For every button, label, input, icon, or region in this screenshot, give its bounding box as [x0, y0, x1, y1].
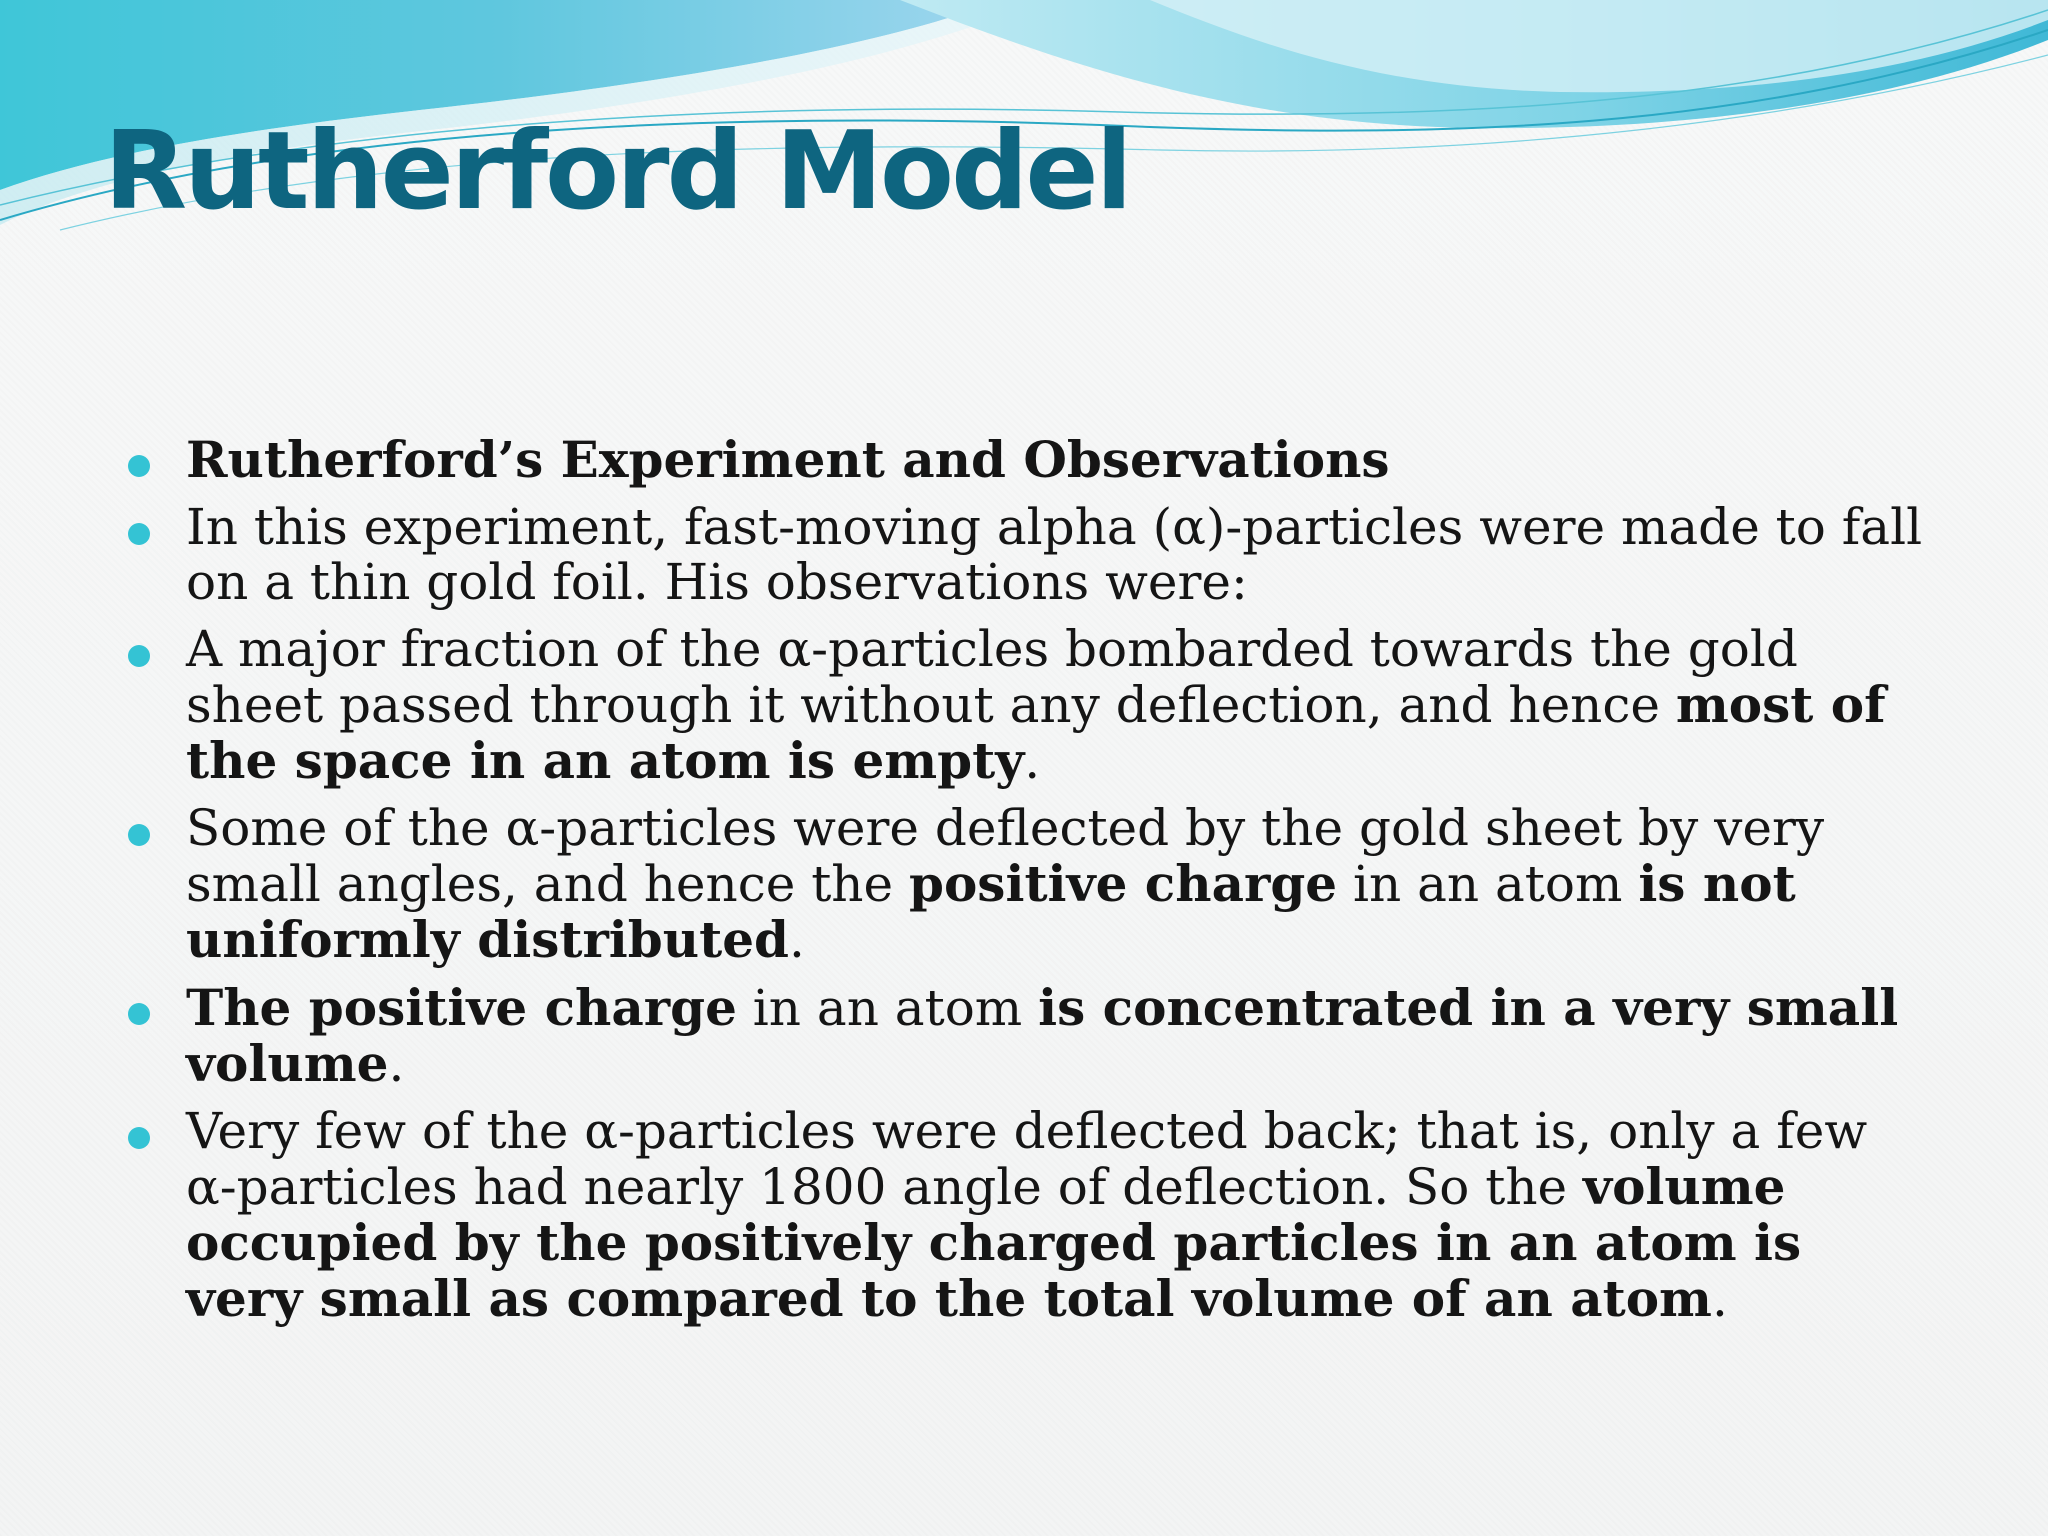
bullet-text: Very few of the α-particles were deflected back; that is, only a few α-particles had nearly 1800 angle of deflection. So the [186, 1102, 1868, 1216]
bullet-end: . [388, 1035, 405, 1093]
bullet-end: . [1024, 732, 1041, 790]
list-item [128, 1104, 1928, 1327]
list-item [128, 980, 1928, 1092]
bullet-emphasis: The positive charge [186, 978, 737, 1037]
bullet-dot-icon [128, 523, 150, 545]
bullet-heading: Rutherford’s Experiment and Observations [186, 430, 1390, 489]
list-item [128, 622, 1928, 789]
bullet-emphasis: most of the space in an atom is empty [186, 675, 1886, 790]
bullet-text: A major fraction of the α-particles bombarded towards the gold sheet passed through it without any deflection, and hence [186, 620, 1798, 734]
bullet-text: in an atom [1337, 855, 1639, 913]
bullet-end: . [1711, 1270, 1728, 1328]
bullet-emphasis: is concentrated in a very small volume [186, 978, 1899, 1093]
bullet-dot-icon [128, 455, 150, 477]
bullet-text: In this experiment, fast-moving alpha (α)-particles were made to fall on a thin gold foil. His observations were: [186, 498, 1923, 611]
slide-title: Rutherford Model [104, 109, 1130, 234]
bullet-dot-icon [128, 1003, 150, 1025]
bullet-dot-icon [128, 824, 150, 846]
list-item [128, 801, 1928, 968]
bullet-emphasis: positive charge [908, 854, 1338, 913]
bullet-text: in an atom [736, 979, 1039, 1037]
list-item [128, 432, 1928, 488]
bullet-emphasis: is not uniformly distributed [186, 854, 1796, 969]
bullet-end: . [788, 911, 805, 969]
bullet-emphasis: volume occupied by the positively charged particles in an atom is very small as compared to the total volume of an atom [186, 1157, 1802, 1328]
list-item [128, 500, 1928, 610]
bullet-dot-icon [128, 645, 150, 667]
bullet-dot-icon [128, 1127, 150, 1149]
bullet-text: Some of the α-particles were deflected by the gold sheet by very small angles, and hence the [186, 799, 1825, 913]
bullet-list [128, 432, 1928, 1339]
